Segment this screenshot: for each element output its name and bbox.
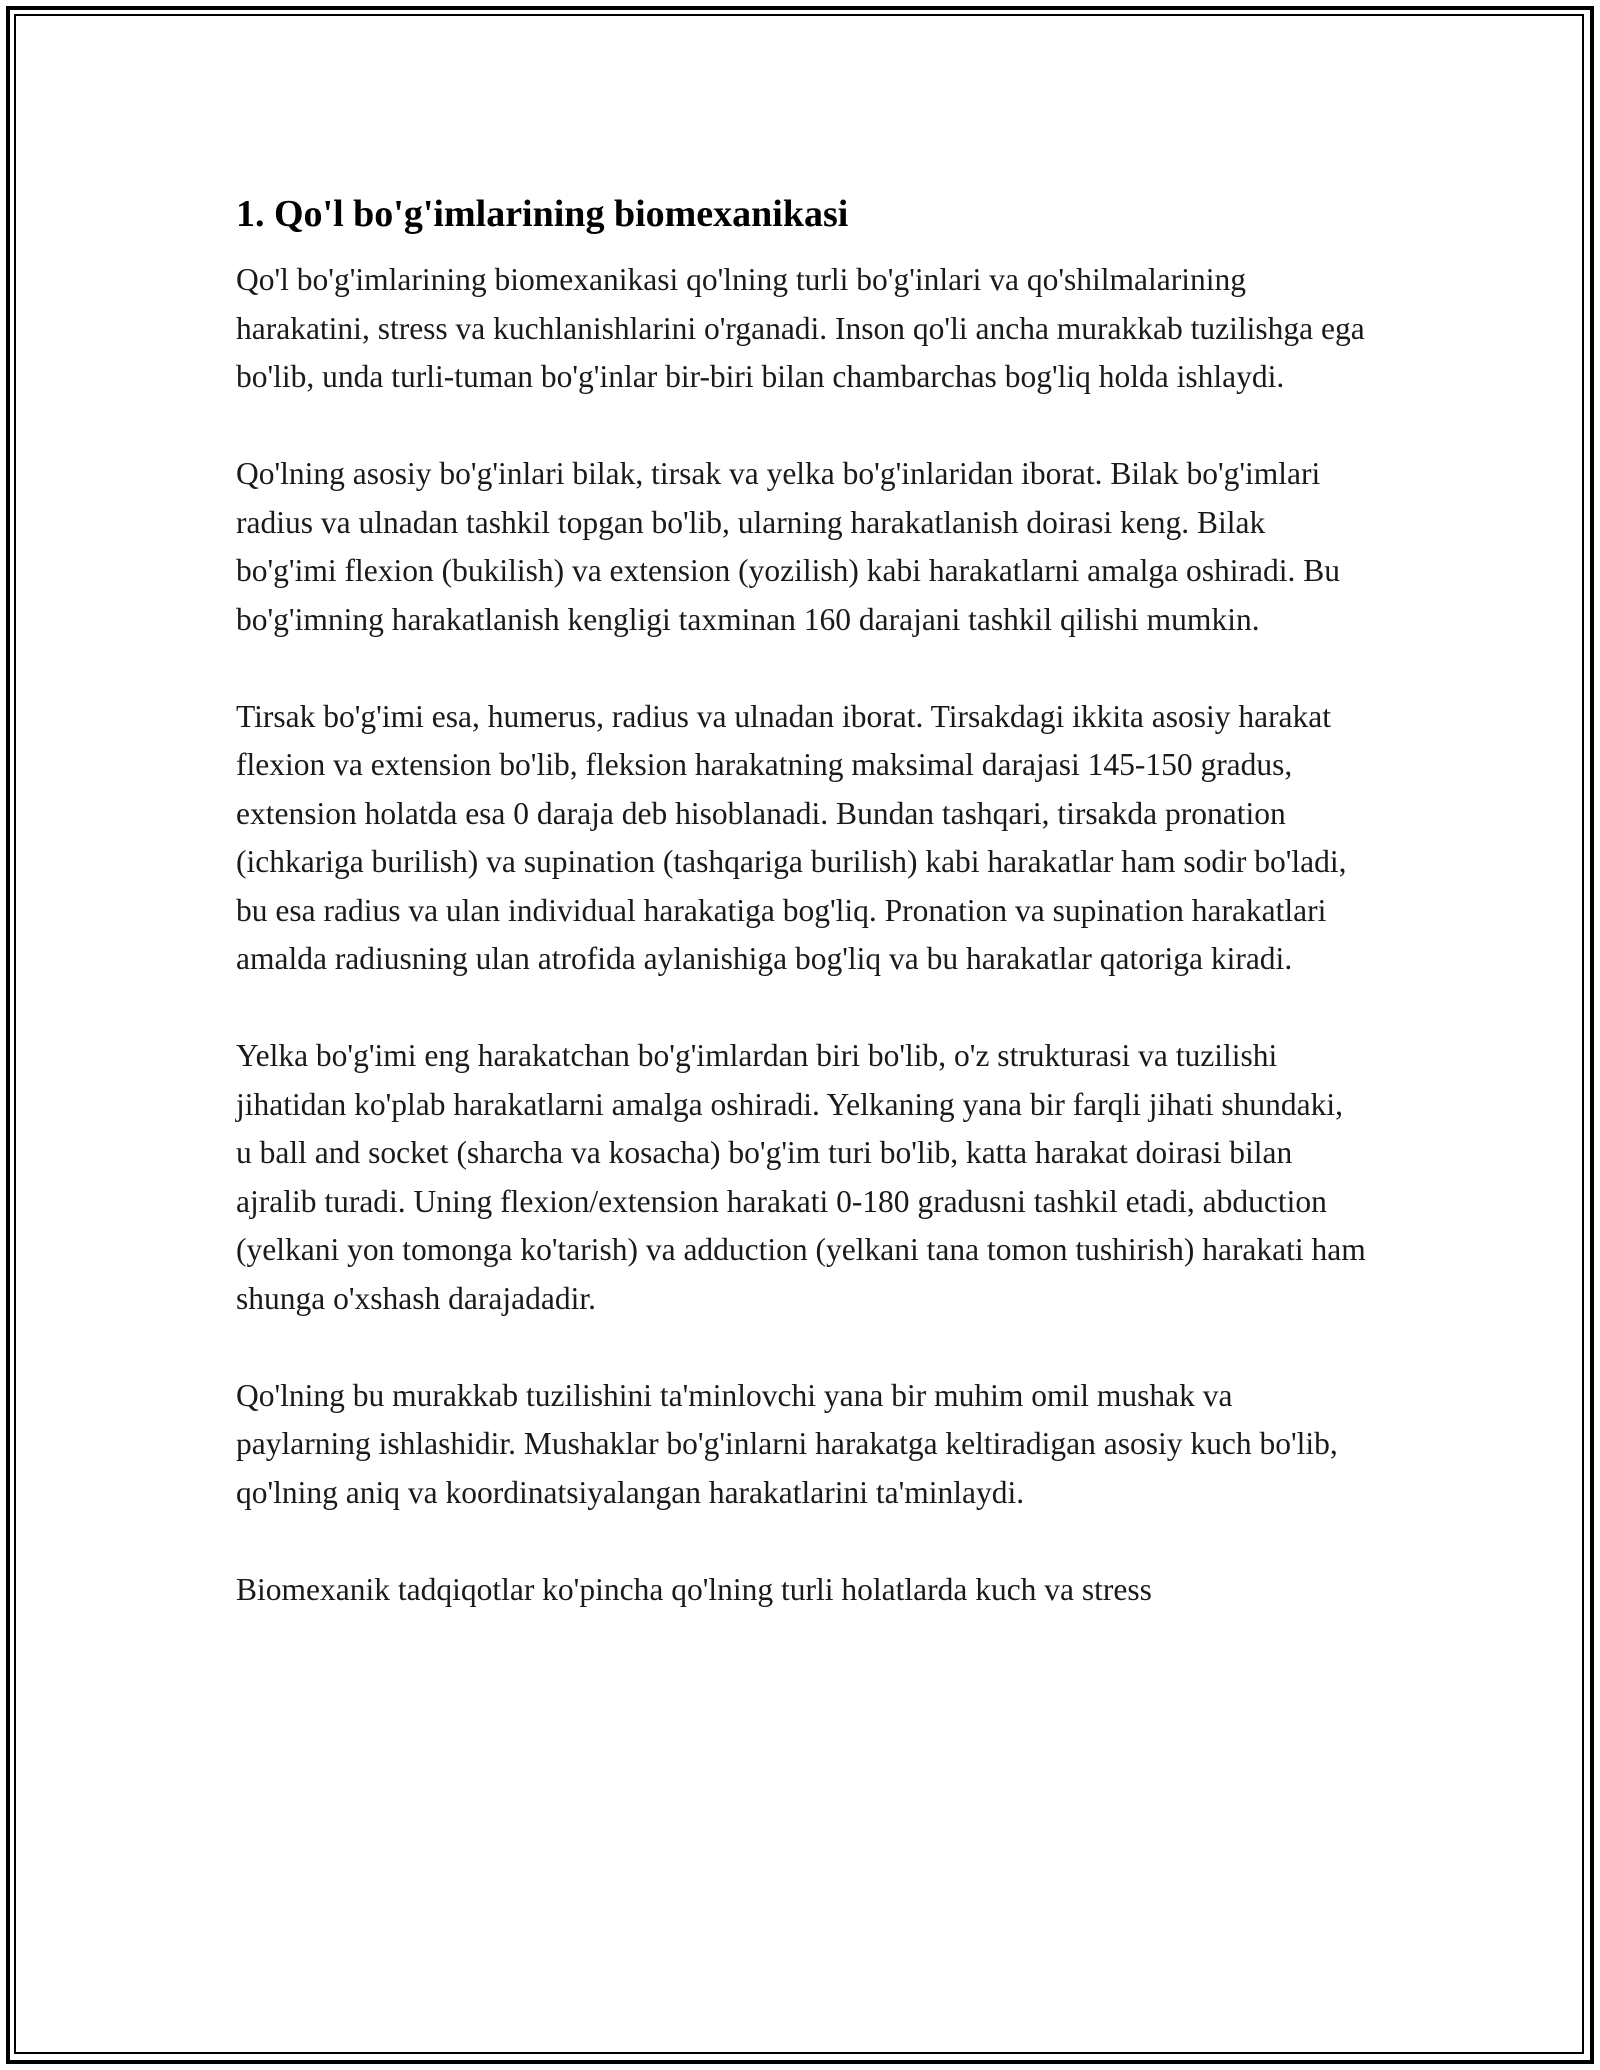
paragraph-research: Biomexanik tadqiqotlar ko'pincha qo'lning turli holatlarda kuch va stress (236, 1571, 1152, 1607)
paragraph-muscles: Qo'lning bu murakkab tuzilishini ta'minlovchi yana bir muhim omil mushak va paylarning ishlashidir. Mushaklar bo'g'inlarni harakatga keltiradigan asosiy kuch bo'lib, qo'lning aniq va koordinatsiyalangan harakatlarini ta'minlaydi. (236, 1377, 1338, 1510)
paragraph-shoulder: Yelka bo'g'imi eng harakatchan bo'g'imlardan biri bo'lib, o'z strukturasi va tuzilishi jihatidan ko'plab harakatlarni amalga oshiradi. Yelkaning yana bir farqli jihati shundaki, u ball and socket (sharcha va kosacha) bo'g'im turi bo'lib, katta harakat doirasi bilan ajralib turadi. Uning flexion/extension harakati 0-180 gradusni tashkil etadi, abduction (yelkani yon tomonga ko'tarish) va adduction (yelkani tana tomon tushirish) harakati ham shunga o'xshash darajadadir. (236, 1038, 1366, 1316)
paragraph-intro: Qo'l bo'g'imlarining biomexanikasi qo'lning turli bo'g'inlari va qo'shilmalarining harakatini, stress va kuchlanishlarini o'rganadi. Inson qo'li ancha murakkab tuzilishga ega bo'lib, unda turli-tuman bo'g'inlar bir-biri bilan chambarchas bog'liq holda ishlaydi. (236, 262, 1365, 394)
document-body (236, 188, 1366, 1663)
paragraph-main-joints: Qo'lning asosiy bo'g'inlari bilak, tirsak va yelka bo'g'inlaridan iborat. Bilak bo'g'imlari radius va ulnadan tashkil topgan bo'lib, ularning harakatlanish doirasi keng. Bilak bo'g'imi flexion (bukilish) va extension (yozilish) kabi harakatlarni amalga oshiradi. Bu bo'g'imning harakatlanish kengligi taxminan 160 darajani tashkil qilishi mumkin. (236, 456, 1340, 637)
paragraph-elbow: Tirsak bo'g'imi esa, humerus, radius va ulnadan iborat. Tirsakdagi ikkita asosiy harakat flexion va extension bo'lib, fleksion harakatning maksimal darajasi 145-150 gradus, extension holatda esa 0 daraja deb hisoblanadi. Bundan tashqari, tirsakda pronation (ichkariga burilish) va supination (tashqariga burilish) kabi harakatlar ham sodir bo'ladi, bu esa radius va ulan individual harakatiga bog'liq. Pronation va supination harakatlari amalda radiusning ulan atrofida aylanishiga bog'liq va bu harakatlar qatoriga kiradi. (236, 698, 1347, 976)
section-heading: 1. Qo'l bo'g'imlarining biomexanikasi (236, 193, 849, 235)
